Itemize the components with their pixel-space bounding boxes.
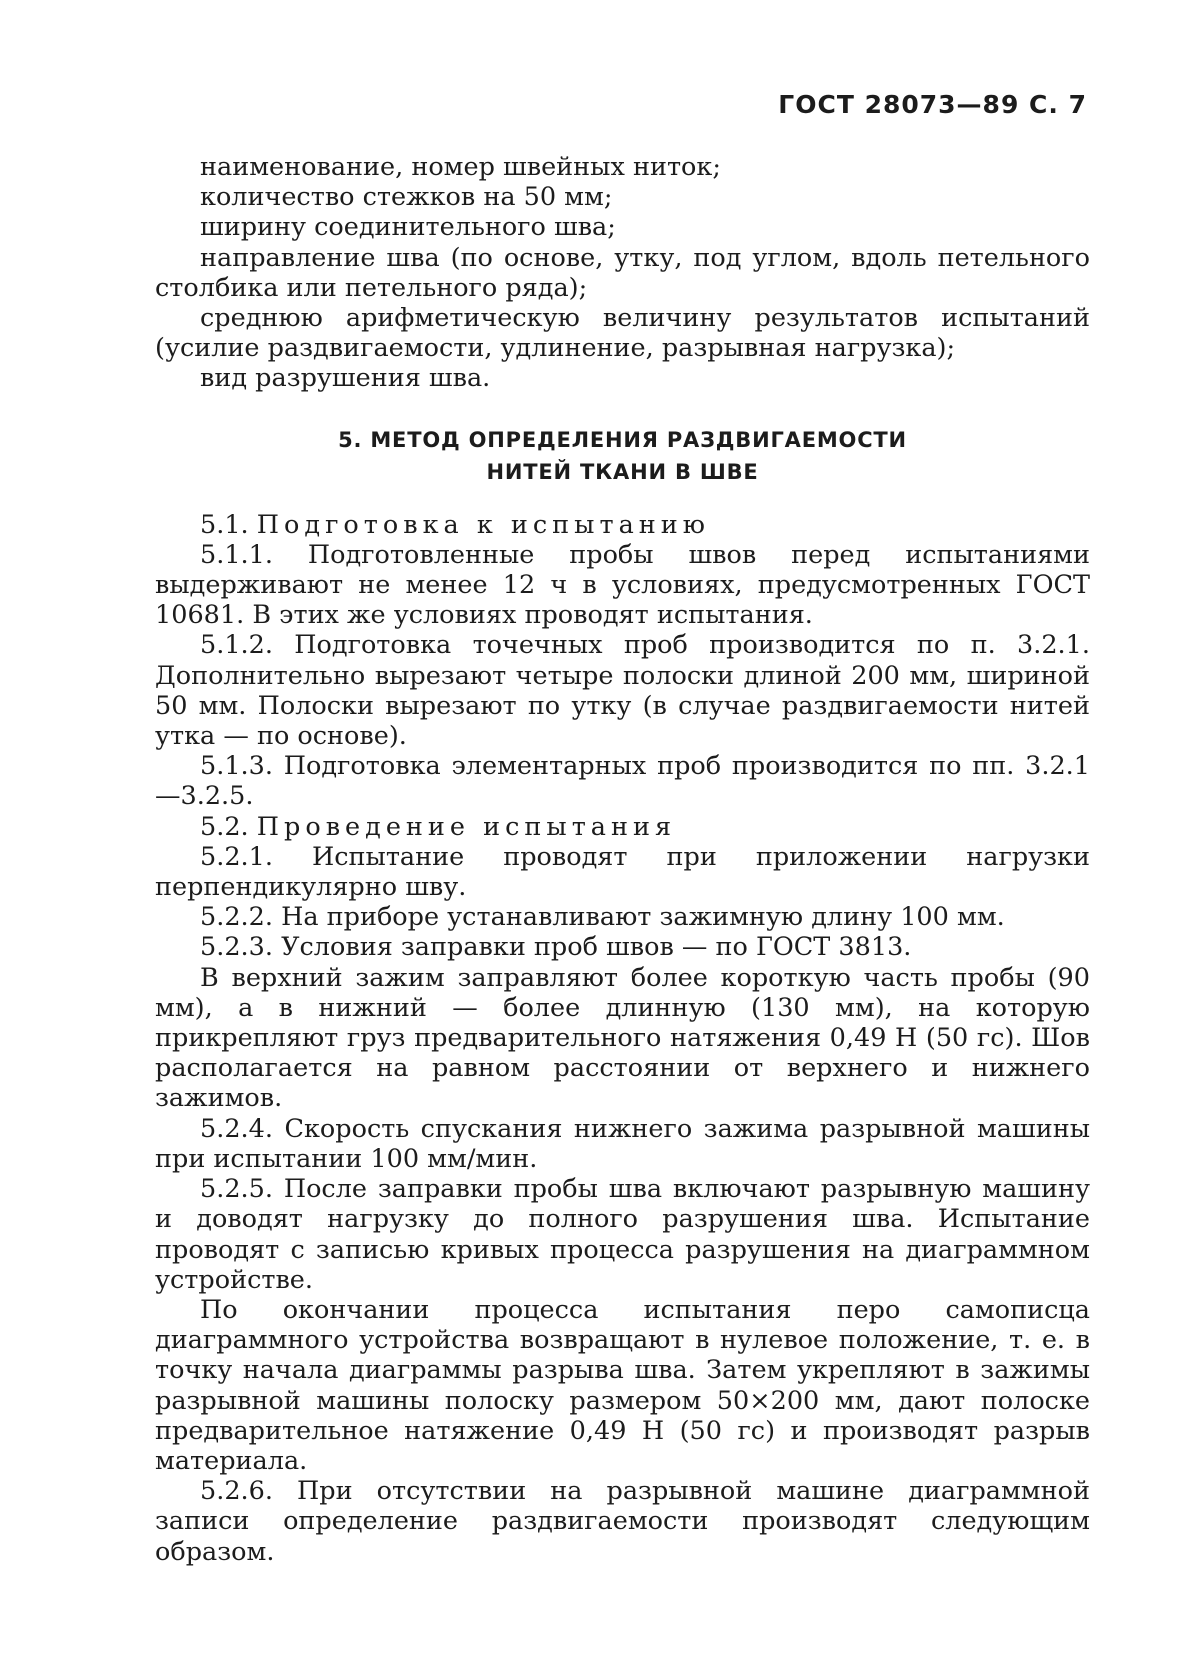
- section-title-line: НИТЕЙ ТКАНИ В ШВЕ: [486, 459, 759, 484]
- paragraph: 5.2.5. После заправки пробы шва включают разрывную машину и доводят нагрузку до полного разрушения шва. Испытание проводят с записью кривых процесса разрушения на диаграммном устройстве.: [155, 1174, 1090, 1295]
- list-item: наименование, номер швейных ниток;: [200, 152, 721, 182]
- paragraph: В верхний зажим заправляют более короткую часть пробы (90 мм), а в нижний — более длинную (130 мм), на которую прикрепляют груз предварительного натяжения 0,49 Н (50 гс). Шов располагается на равном расстоянии от верхнего и нижнего зажимов.: [155, 962, 1090, 1114]
- subsection-title: Проведение испытания: [256, 811, 677, 842]
- document-body: [155, 152, 1090, 1567]
- page-header: ГОСТ 28073—89 С. 7: [778, 90, 1087, 119]
- paragraph: 5.2.2. На приборе устанавливают зажимную длину 100 мм.: [200, 902, 1005, 933]
- subsection-title: Подготовка к испытанию: [256, 509, 710, 540]
- subsection-number: 5.1.: [200, 509, 249, 540]
- paragraph: 5.2.4. Скорость спускания нижнего зажима разрывной машины при испытании 100 мм/мин.: [155, 1113, 1090, 1174]
- list-item: направление шва (по основе, утку, под углом, вдоль петельного столбика или петельного ряда);: [155, 242, 1090, 303]
- paragraph: 5.1.2. Подготовка точечных проб производится по п. 3.2.1. Дополнительно вырезают четыре полоски длиной 200 мм, шириной 50 мм. Полоски вырезают по утку (в случае раздвигаемости нитей утка — по основе).: [155, 630, 1090, 752]
- section-title-line: 5. МЕТОД ОПРЕДЕЛЕНИЯ РАЗДВИГАЕМОСТИ: [338, 427, 907, 452]
- paragraph: 5.1.3. Подготовка элементарных проб производится по пп. 3.2.1—3.2.5.: [155, 751, 1090, 812]
- paragraph: 5.2.6. При отсутствии на разрывной машине диаграммной записи определение раздвигаемости производят следующим образом.: [155, 1476, 1090, 1567]
- paragraph: 5.2.3. Условия заправки проб швов — по ГОСТ 3813.: [200, 932, 912, 963]
- subsection-number: 5.2.: [200, 811, 249, 842]
- section-title: [155, 424, 1090, 488]
- list-item: вид разрушения шва.: [200, 363, 491, 394]
- list-item: количество стежков на 50 мм;: [200, 182, 613, 213]
- paragraph: По окончании процесса испытания перо самописца диаграммного устройства возвращают в нулевое положение, т. е. в точку начала диаграммы разрыва шва. Затем укрепляют в зажимы разрывной машины полоску размером 50×200 мм, дают полоске предварительное натяжение 0,49 Н (50 гс) и производят разрыв материала.: [155, 1294, 1090, 1476]
- paragraph: 5.2.1. Испытание проводят при приложении нагрузки перпендикулярно шву.: [155, 841, 1090, 903]
- subsection-heading: [155, 510, 1090, 540]
- list-item: среднюю арифметическую величину результатов испытаний (усилие раздвигаемости, удлинение, разрывная нагрузка);: [155, 303, 1090, 364]
- paragraph: 5.1.1. Подготовленные пробы швов перед испытаниями выдерживают не менее 12 ч в условиях, предусмотренных ГОСТ 10681. В этих же условиях проводят испытания.: [155, 539, 1090, 631]
- subsection-heading: [155, 812, 1090, 842]
- list-item: ширину соединительного шва;: [200, 212, 616, 243]
